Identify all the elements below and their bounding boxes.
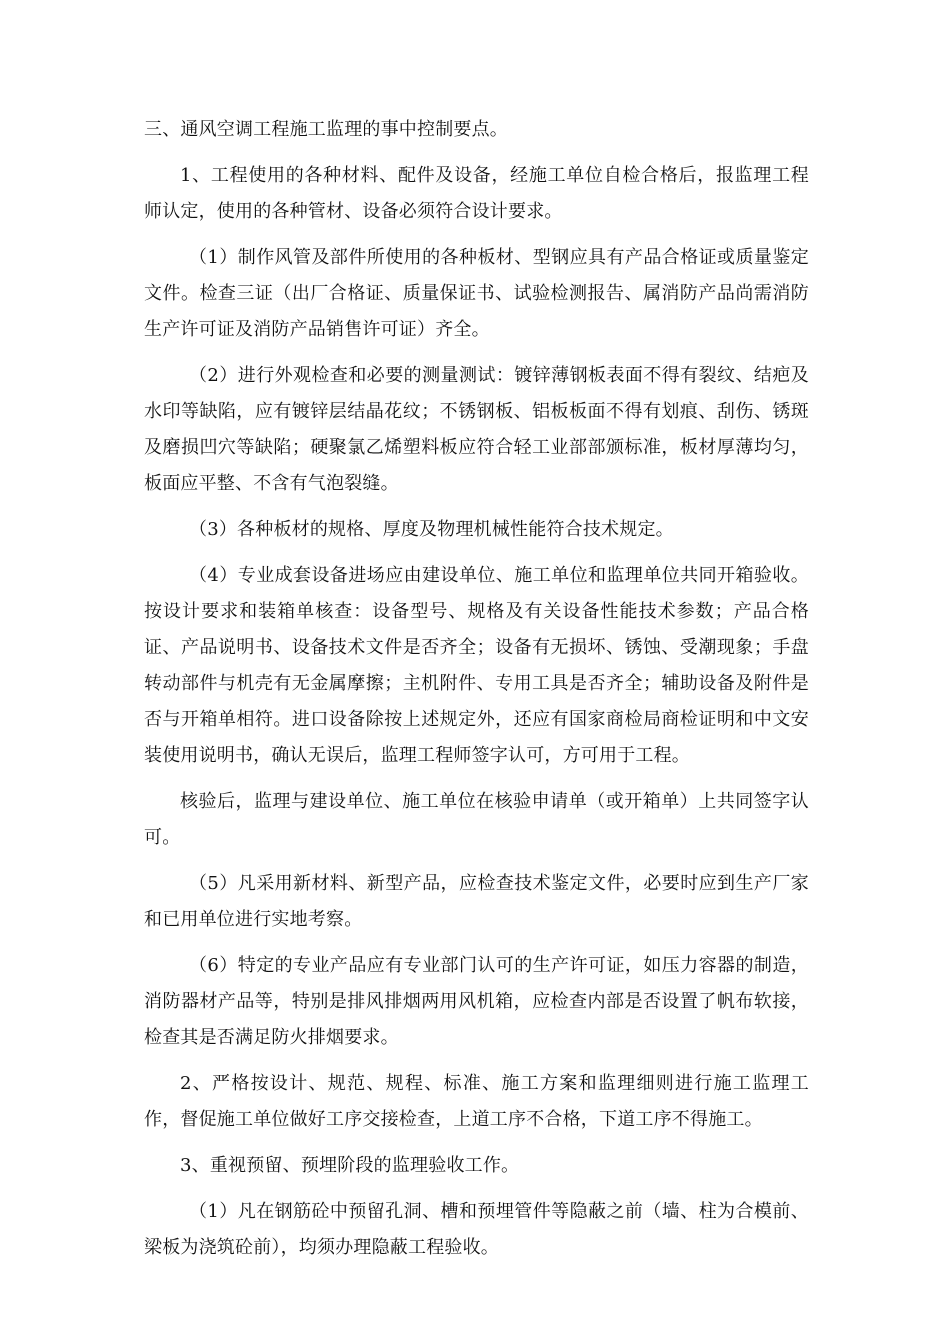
paragraph-subitem-4: （4）专业成套设备进场应由建设单位、施工单位和监理单位共同开箱验收。按设计要求和装箱单核查：设备型号、规格及有关设备性能技术参数；产品合格证、产品说明书、设备技术文件是否齐全；设备有无损坏、锈蚀、受潮现象；手盘转动部件与机壳有无金属摩擦；主机附件、专用工具是否齐全；辅助设备及附件是否与开箱单相符。进口设备除按上述规定外，还应有国家商检局商检证明和中文安装使用说明书，确认无误后，监理工程师签字认可，方可用于工程。 xyxy=(144,565,809,766)
paragraph-item-3: 3、重视预留、预埋阶段的监理验收工作。 xyxy=(180,1155,520,1176)
paragraph-item-2: 2、严格按设计、规范、规程、标准、施工方案和监理细则进行施工监理工作，督促施工单位做好工序交接检查，上道工序不合格，下道工序不得施工。 xyxy=(144,1073,809,1130)
document-page xyxy=(144,112,809,1276)
paragraph-subitem-2: （2）进行外观检查和必要的测量测试：镀锌薄钢板表面不得有裂纹、结疤及水印等缺陷，应有镀锌层结晶花纹；不锈钢板、铝板板面不得有划痕、刮伤、锈斑及磨损凹穴等缺陷；硬聚氯乙烯塑料板应符合轻工业部部颁标准，板材厚薄均匀，板面应平整、不含有气泡裂缝。 xyxy=(144,365,809,494)
paragraph-verification-note: 核验后，监理与建设单位、施工单位在核验申请单（或开箱单）上共同签字认可。 xyxy=(144,791,809,848)
paragraph-item-3-subitem-1: （1）凡在钢筋砼中预留孔洞、槽和预埋管件等隐蔽之前（墙、柱为合模前、梁板为浇筑砼前），均须办理隐蔽工程验收。 xyxy=(144,1201,809,1258)
section-heading: 三、通风空调工程施工监理的事中控制要点。 xyxy=(144,119,508,140)
paragraph-subitem-6: （6）特定的专业产品应有专业部门认可的生产许可证，如压力容器的制造，消防器材产品等，特别是排风排烟两用风机箱，应检查内部是否设置了帆布软接，检查其是否满足防火排烟要求。 xyxy=(144,955,809,1048)
paragraph-subitem-5: （5）凡采用新材料、新型产品，应检查技术鉴定文件，必要时应到生产厂家和已用单位进行实地考察。 xyxy=(144,873,809,930)
paragraph-item-1: 1、工程使用的各种材料、配件及设备，经施工单位自检合格后，报监理工程师认定，使用的各种管材、设备必须符合设计要求。 xyxy=(144,165,809,222)
paragraph-subitem-1: （1）制作风管及部件所使用的各种板材、型钢应具有产品合格证或质量鉴定文件。检查三证（出厂合格证、质量保证书、试验检测报告、属消防产品尚需消防生产许可证及消防产品销售许可证）齐全。 xyxy=(144,247,809,340)
paragraph-subitem-3: （3）各种板材的规格、厚度及物理机械性能符合技术规定。 xyxy=(189,519,674,540)
